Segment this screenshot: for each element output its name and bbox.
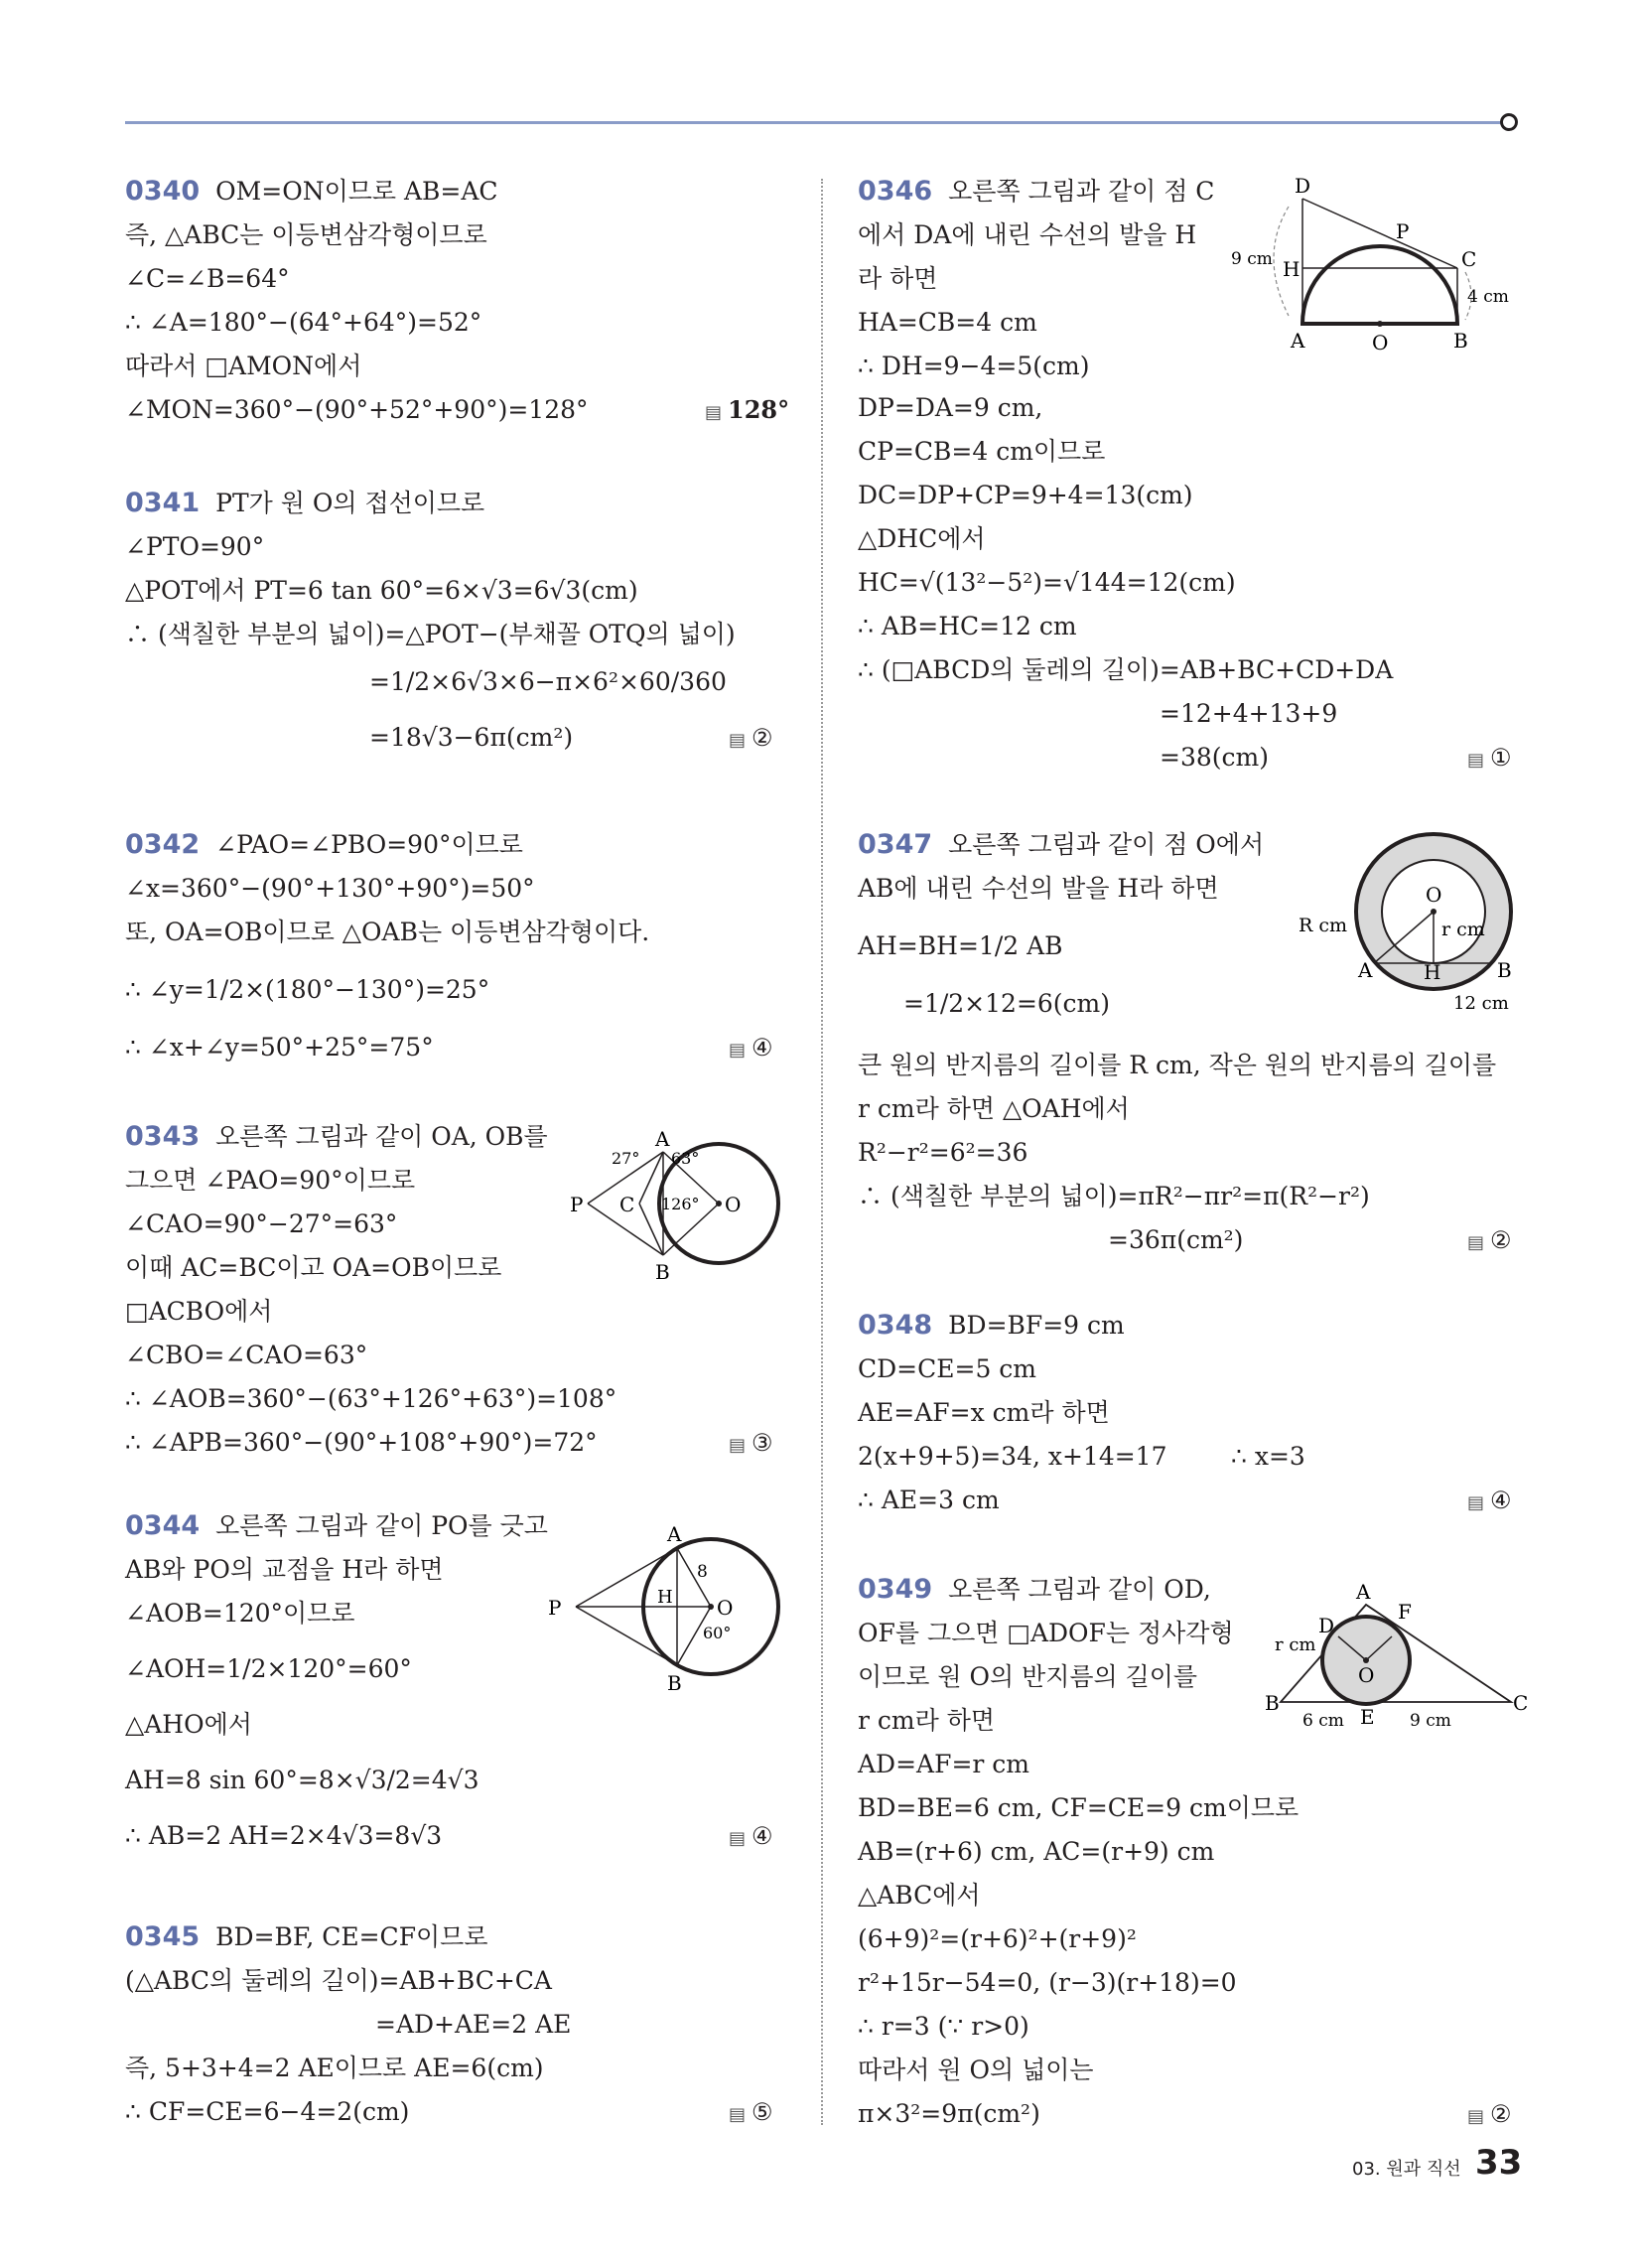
solution-line: OM=ON이므로 AB=AC <box>215 177 498 206</box>
length-6cm: 6 cm <box>1302 1711 1344 1731</box>
label-b: B <box>1453 329 1468 352</box>
label-o: O <box>1358 1663 1375 1687</box>
solution-line: BD=BF=9 cm <box>948 1311 1125 1340</box>
answer: ▤ 128° <box>705 395 789 428</box>
angle-60: 60° <box>703 1624 732 1642</box>
answer-icon: ▤ <box>1467 1232 1485 1253</box>
answer-icon: ▤ <box>729 730 747 751</box>
label-p: P <box>1396 219 1410 243</box>
label-a: A <box>667 1522 682 1546</box>
solution-line: =1/2×6√3×6−π×6²×60/360 <box>369 667 727 696</box>
angle-27: 27° <box>612 1149 640 1168</box>
solution-line: r²+15r−54=0, (r−3)(r+18)=0 <box>858 1968 1237 1997</box>
solution-line: HC=√(13²−5²)=√144=12(cm) <box>858 568 1236 597</box>
label-a: A <box>1356 1580 1371 1604</box>
solution-line: ∴ (□ABCD의 둘레의 길이)=AB+BC+CD+DA <box>858 655 1394 684</box>
answer: ▤ ④ <box>1467 1486 1512 1518</box>
solution-line: DC=DP+CP=9+4=13(cm) <box>858 481 1193 509</box>
answer: ▤ ① <box>1467 743 1512 776</box>
solution-line: ∴ ∠x+∠y=50°+25°=75° <box>125 1033 434 1062</box>
solution-line: =AD+AE=2 AE <box>375 2010 572 2039</box>
problem-number: 0348 <box>858 1310 933 1341</box>
figure-0347 <box>1291 826 1525 1015</box>
answer-icon: ▤ <box>729 2104 747 2125</box>
solution-line: 오른쪽 그림과 같이 PO를 긋고 <box>215 1511 548 1540</box>
label-o: O <box>1426 883 1442 907</box>
solution-line: =36π(cm²) <box>1108 1225 1244 1254</box>
header-rule-dot <box>1500 113 1518 131</box>
solution-line: HA=CB=4 cm <box>858 308 1037 337</box>
solution-line: ∠AOH=1/2×120°=60° <box>125 1654 412 1683</box>
solution-line: AB와 PO의 교점을 H라 하면 <box>125 1555 444 1584</box>
solution-line: r cm라 하면 <box>858 1706 996 1735</box>
length-4cm: 4 cm <box>1467 287 1509 307</box>
answer: ▤ ④ <box>729 1033 773 1065</box>
problem-number: 0342 <box>125 829 201 860</box>
solution-line: 오른쪽 그림과 같이 OD, <box>948 1575 1211 1604</box>
solution-line: AH=8 sin 60°=8×√3/2=4√3 <box>125 1766 479 1794</box>
solution-line: BD=BE=6 cm, CF=CE=9 cm이므로 <box>858 1793 1300 1822</box>
length-12cm: 12 cm <box>1453 993 1509 1014</box>
length-9cm: 9 cm <box>1231 249 1273 269</box>
solution-line: BD=BF, CE=CF이므로 <box>215 1922 488 1951</box>
solution-line: ∴ AB=HC=12 cm <box>858 612 1077 640</box>
label-b: B <box>655 1260 670 1284</box>
figure-0344 <box>544 1517 792 1696</box>
solution-line: 그으면 ∠PAO=90°이므로 <box>125 1166 416 1195</box>
solution-line: 따라서 □AMON에서 <box>125 352 362 380</box>
header-rule <box>125 121 1507 124</box>
solution-line: 즉, 5+3+4=2 AE이므로 AE=6(cm) <box>125 2054 544 2082</box>
label-c: C <box>1461 247 1477 271</box>
solution-line: (△ABC의 둘레의 길이)=AB+BC+CA <box>125 1966 552 1995</box>
label-b: B <box>1265 1691 1280 1715</box>
solution-line: 이므로 원 O의 반지름의 길이를 <box>858 1662 1198 1691</box>
solution-line: 이때 AC=BC이고 OA=OB이므로 <box>125 1253 502 1282</box>
solution-line: ∴ ∠A=180°−(64°+64°)=52° <box>125 308 482 337</box>
answer-icon: ▤ <box>729 1435 747 1456</box>
solution-line: ∴ DH=9−4=5(cm) <box>858 352 1090 380</box>
problem-number: 0341 <box>125 488 201 518</box>
solution-line: ∴ ∠AOB=360°−(63°+126°+63°)=108° <box>125 1384 617 1413</box>
solution-line: OF를 그으면 □ADOF는 정사각형 <box>858 1619 1234 1647</box>
label-c: C <box>619 1193 635 1216</box>
solution-line: □ACBO에서 <box>125 1297 273 1326</box>
solution-line: ∠CBO=∠CAO=63° <box>125 1341 368 1369</box>
label-o: O <box>717 1596 734 1620</box>
column-divider <box>821 179 823 2125</box>
label-o: O <box>725 1193 742 1216</box>
answer: ▤ ② <box>1467 1225 1512 1258</box>
solution-line: ∴ ∠APB=360°−(90°+108°+90°)=72° <box>125 1428 598 1457</box>
solution-line: △ABC에서 <box>858 1881 981 1910</box>
solution-line: 에서 DA에 내린 수선의 발을 H <box>858 220 1197 249</box>
label-c: C <box>1513 1691 1529 1715</box>
solution-line: ∴ AB=2 AH=2×4√3=8√3 <box>125 1821 443 1850</box>
answer-icon: ▤ <box>1467 2106 1485 2127</box>
figure-0349 <box>1261 1575 1529 1744</box>
segment-dc <box>1302 199 1457 268</box>
label-d: D <box>1318 1614 1335 1637</box>
label-small-radius: r cm <box>1441 919 1485 940</box>
solution-line: AH=BH=1/2 AB <box>858 931 1063 960</box>
label-p: P <box>570 1193 584 1216</box>
problem-number: 0344 <box>125 1510 201 1541</box>
tangent-pb <box>576 1607 677 1665</box>
solution-line: 오른쪽 그림과 같이 점 C <box>948 177 1215 206</box>
figure-0346 <box>1229 177 1517 352</box>
figure-0343 <box>568 1122 786 1291</box>
answer-icon: ▤ <box>1467 750 1485 771</box>
answer-icon: ▤ <box>729 1828 747 1849</box>
label-a: A <box>655 1127 670 1151</box>
solution-line: 즉, △ABC는 이등변삼각형이므로 <box>125 220 487 249</box>
label-p: P <box>548 1596 562 1620</box>
solution-line: CD=CE=5 cm <box>858 1354 1037 1383</box>
angle-63: 63° <box>671 1149 700 1168</box>
answer: ▤ ② <box>729 723 773 756</box>
solution-line: 2(x+9+5)=34, x+14=17 <box>858 1442 1167 1471</box>
solution-line: ∠x=360°−(90°+130°+90°)=50° <box>125 874 535 903</box>
solution-line: 라 하면 <box>858 264 938 293</box>
solution-line: ∴ AE=3 cm <box>858 1486 1000 1514</box>
solution-line: ∴ (색칠한 부분의 넓이)=πR²−πr²=π(R²−r²) <box>858 1182 1370 1210</box>
solution-line: ∴ (색칠한 부분의 넓이)=△POT−(부채꼴 OTQ의 넓이) <box>125 620 736 648</box>
solution-line: △AHO에서 <box>125 1710 252 1739</box>
label-h: H <box>1424 960 1441 984</box>
problem-number: 0347 <box>858 829 933 860</box>
solution-line: R²−r²=6²=36 <box>858 1138 1028 1167</box>
solution-line: ∠AOB=120°이므로 <box>125 1599 355 1628</box>
solution-line: ∠C=∠B=64° <box>125 264 290 293</box>
solution-line: ∠CAO=90°−27°=63° <box>125 1209 398 1238</box>
solution-line: AB=(r+6) cm, AC=(r+9) cm <box>858 1837 1215 1866</box>
answer-icon: ▤ <box>729 1040 747 1061</box>
solution-line: ∠PTO=90° <box>125 532 265 561</box>
solution-line: DP=DA=9 cm, <box>858 393 1043 422</box>
label-h: H <box>1283 257 1300 281</box>
center-point <box>1377 321 1383 327</box>
solution-line: ∠MON=360°−(90°+52°+90°)=128° <box>125 395 589 424</box>
section-title: 03. 원과 직선 <box>1352 2159 1461 2180</box>
problem-number: 0340 <box>125 176 201 207</box>
solution-line: ∴ r=3 (∵ r>0) <box>858 2012 1029 2041</box>
label-a: A <box>1358 958 1373 982</box>
label-b: B <box>1497 958 1512 982</box>
solution-line: =12+4+13+9 <box>1160 699 1338 728</box>
answer: ▤ ③ <box>729 1428 773 1461</box>
solution-line: 오른쪽 그림과 같이 점 O에서 <box>948 830 1265 859</box>
solution-line: ∴ ∠y=1/2×(180°−130°)=25° <box>125 975 490 1004</box>
solution-line: π×3²=9π(cm²) <box>858 2099 1040 2128</box>
label-e: E <box>1360 1705 1375 1729</box>
answer: ▤ ② <box>1467 2099 1512 2132</box>
solution-line: ∠PAO=∠PBO=90°이므로 <box>215 830 523 859</box>
problem-number: 0349 <box>858 1574 933 1605</box>
solution-line: AD=AF=r cm <box>858 1750 1029 1778</box>
page-number: 33 <box>1475 2143 1523 2183</box>
solution-line: 큰 원의 반지름의 길이를 R cm, 작은 원의 반지름의 길이를 <box>858 1051 1497 1079</box>
label-radius: 8 <box>697 1562 708 1582</box>
solution-line: AE=AF=x cm라 하면 <box>858 1398 1110 1427</box>
label-big-radius: R cm <box>1299 915 1348 936</box>
label-a: A <box>1291 329 1305 352</box>
solution-line: 오른쪽 그림과 같이 OA, OB를 <box>215 1122 548 1151</box>
solution-line: (6+9)²=(r+6)²+(r+9)² <box>858 1924 1137 1953</box>
solution-line: 또, OA=OB이므로 △OAB는 이등변삼각형이다. <box>125 918 650 946</box>
problem-number: 0345 <box>125 1921 201 1952</box>
solution-line: ∴ x=3 <box>1231 1442 1305 1471</box>
solution-line: PT가 원 O의 접선이므로 <box>215 489 485 517</box>
answer-icon: ▤ <box>705 402 723 423</box>
label-b: B <box>667 1671 682 1695</box>
center-point <box>716 1201 722 1206</box>
solution-line: △DHC에서 <box>858 524 986 553</box>
solution-line: 따라서 원 O의 넓이는 <box>858 2055 1094 2084</box>
solution-line: =1/2×12=6(cm) <box>903 989 1111 1018</box>
length-9cm: 9 cm <box>1410 1711 1451 1731</box>
label-o: O <box>1372 331 1389 352</box>
angle-126: 126° <box>661 1195 700 1213</box>
solution-line: AB에 내린 수선의 발을 H라 하면 <box>858 874 1219 903</box>
solution-line: CP=CB=4 cm이므로 <box>858 437 1106 466</box>
answer: ▤ ④ <box>729 1821 773 1854</box>
label-f: F <box>1398 1600 1412 1624</box>
problem-number: 0343 <box>125 1121 201 1152</box>
label-d: D <box>1295 177 1311 198</box>
solution-line: =38(cm) <box>1160 743 1269 772</box>
problem-number: 0346 <box>858 176 933 207</box>
center-point <box>1431 909 1437 915</box>
center-point <box>708 1604 714 1610</box>
answer-icon: ▤ <box>1467 1492 1485 1513</box>
answer: ▤ ⑤ <box>729 2097 773 2130</box>
solution-line: ∴ CF=CE=6−4=2(cm) <box>125 2097 410 2126</box>
label-radius: r cm <box>1275 1634 1316 1655</box>
label-h: H <box>657 1587 673 1608</box>
solution-line: △POT에서 PT=6 tan 60°=6×√3=6√3(cm) <box>125 576 638 605</box>
solution-line: r cm라 하면 △OAH에서 <box>858 1094 1130 1123</box>
solution-line: =18√3−6π(cm²) <box>369 723 574 752</box>
